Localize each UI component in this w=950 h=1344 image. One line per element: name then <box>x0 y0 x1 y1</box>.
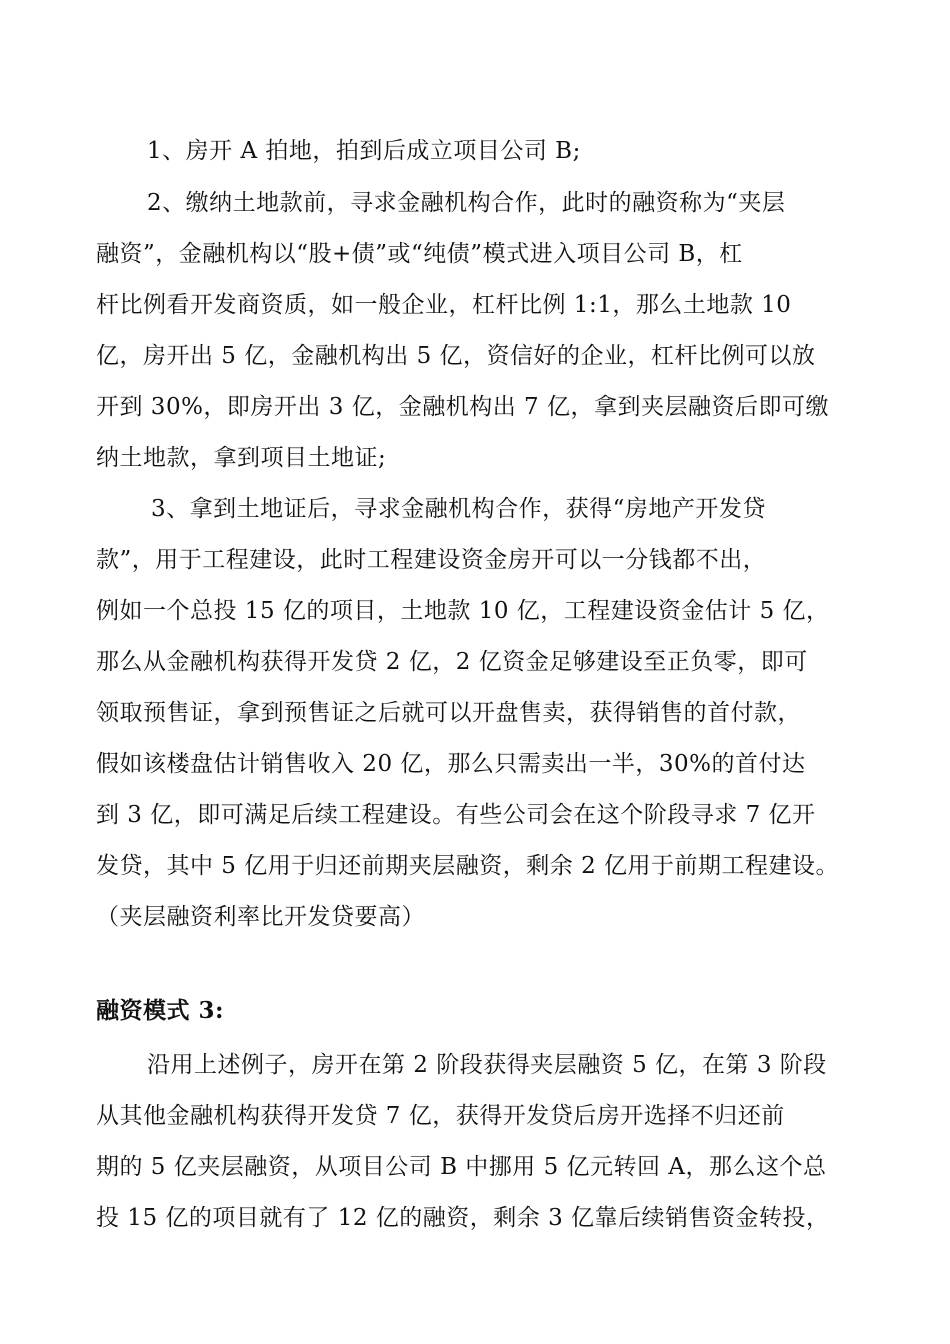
paragraph-3-line-2: 款”，用于工程建设，此时工程建设资金房开可以一分钱都不出， <box>96 547 767 573</box>
paragraph-2-line-5: 开到 30%，即房开出 3 亿，金融机构出 7 亿，拿到夹层融资后即可缴 <box>96 394 829 420</box>
paragraph-3-line-8: 发贷，其中 5 亿用于归还前期夹层融资，剩余 2 亿用于前期工程建设。 <box>96 853 840 879</box>
paragraph-2-line-3: 杆比例看开发商资质，如一般企业，杠杆比例 1:1，那么土地款 10 <box>96 292 792 318</box>
paragraph-3-line-5: 领取预售证，拿到预售证之后就可以开盘售卖，获得销售的首付款， <box>96 700 801 726</box>
section-heading: 融资模式 3: <box>96 997 225 1024</box>
paragraph-2-line-2: 融资”，金融机构以“股+债”或“纯债”模式进入项目公司 B，杠 <box>96 241 743 267</box>
paragraph-3-line-1: 3、拿到土地证后，寻求金融机构合作，获得“房地产开发贷 <box>151 496 766 522</box>
paragraph-1-line-1: 1、房开 A 拍地，拍到后成立项目公司 B; <box>147 138 581 164</box>
paragraph-2-line-6: 纳土地款，拿到项目土地证; <box>96 445 387 471</box>
paragraph-3-line-6: 假如该楼盘估计销售收入 20 亿，那么只需卖出一半，30%的首付达 <box>96 751 806 777</box>
paragraph-4-line-2: 从其他金融机构获得开发贷 7 亿，获得开发贷后房开选择不归还前 <box>96 1103 785 1129</box>
paragraph-3-line-9: （夹层融资利率比开发贷要高） <box>96 904 425 930</box>
paragraph-2-line-1: 2、缴纳土地款前，寻求金融机构合作，此时的融资称为“夹层 <box>147 190 786 216</box>
paragraph-4-line-1: 沿用上述例子，房开在第 2 阶段获得夹层融资 5 亿，在第 3 阶段 <box>147 1052 827 1078</box>
paragraph-3-line-7: 到 3 亿，即可满足后续工程建设。有些公司会在这个阶段寻求 7 亿开 <box>96 802 816 828</box>
paragraph-3-line-3: 例如一个总投 15 亿的项目，土地款 10 亿，工程建设资金估计 5 亿， <box>96 598 830 624</box>
paragraph-4-line-4: 投 15 亿的项目就有了 12 亿的融资，剩余 3 亿靠后续销售资金转投， <box>96 1205 830 1231</box>
paragraph-2-line-4: 亿，房开出 5 亿，金融机构出 5 亿，资信好的企业，杠杆比例可以放 <box>96 343 816 369</box>
paragraph-3-line-4: 那么从金融机构获得开发贷 2 亿，2 亿资金足够建设至正负零，即可 <box>96 649 808 675</box>
paragraph-4-line-3: 期的 5 亿夹层融资，从项目公司 B 中挪用 5 亿元转回 A，那么这个总 <box>96 1154 827 1180</box>
